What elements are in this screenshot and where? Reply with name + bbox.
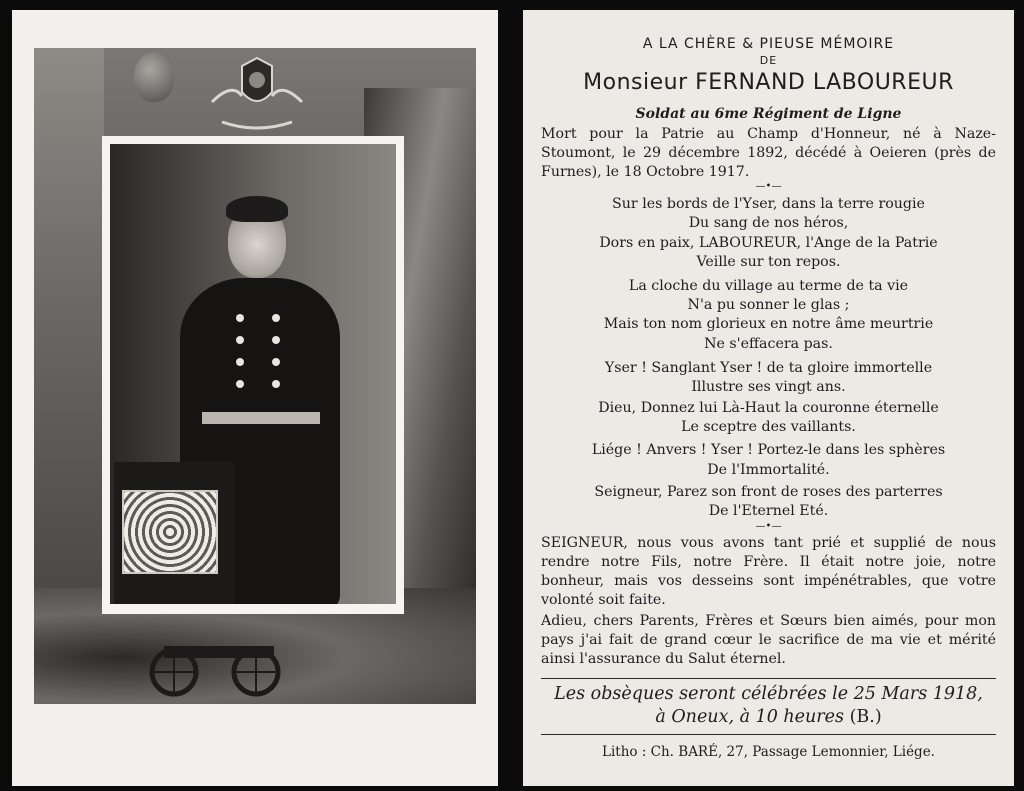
- farewell-paragraph: Adieu, chers Parents, Frères et Sœurs bien aimés, pour mon pays j'ai fait de grand cœur le sacrifice de ma vie et mérité ainsi l'assurance du Salut éternel.: [541, 613, 996, 667]
- poem-line: Dieu, Donnez lui Là-Haut la couronne éternelle: [598, 400, 939, 416]
- biography: Mort pour la Patrie au Champ d'Honneur, né à Naze-Stoumont, le 29 décembre 1892, décédé à Oeieren (près de Furnes), le 18 Octobre 1917.: [541, 126, 996, 180]
- name-last: LABOUREUR: [812, 70, 954, 95]
- funeral-mark: (B.): [849, 707, 882, 727]
- uniform-button: [272, 358, 280, 366]
- poem-line: Sur les bords de l'Yser, dans la terre rougie: [612, 196, 925, 212]
- uniform-button: [272, 314, 280, 322]
- divider-rule: [541, 734, 996, 735]
- uniform-button: [236, 336, 244, 344]
- poem-line: Veille sur ton repos.: [696, 254, 841, 270]
- uniform-button: [236, 314, 244, 322]
- header-line-2: DE: [759, 54, 778, 67]
- separator-ornament: —•—: [755, 181, 782, 192]
- poem-line: N'a pu sonner le glas ;: [687, 297, 850, 313]
- name-prefix: Monsieur: [583, 70, 688, 95]
- portrait-mat: [102, 136, 404, 614]
- soldier-portrait: [110, 144, 396, 604]
- poem-line: Seigneur, Parez son front de roses des parterres: [594, 484, 943, 500]
- poem-line: De l'Immortalité.: [707, 462, 830, 478]
- poem-line: La cloche du village au terme de ta vie: [628, 278, 909, 294]
- cannon-illustration: [144, 626, 284, 698]
- uniform-button: [272, 380, 280, 388]
- poem-line: Mais ton nom glorieux en notre âme meurtrie: [603, 316, 934, 332]
- military-rank: Soldat au 6me Régiment de Ligne: [635, 106, 902, 122]
- printer-credit: Litho : Ch. BARÉ, 27, Passage Lemonnier, Liége.: [602, 744, 935, 760]
- deceased-name: [523, 70, 1014, 95]
- poem-line: Du sang de nos héros,: [688, 215, 849, 231]
- poem-line: Le sceptre des vaillants.: [681, 419, 856, 435]
- studio-photograph: [34, 48, 476, 704]
- uniform-belt: [202, 412, 320, 424]
- uniform-button: [236, 380, 244, 388]
- memorial-text-card: [523, 10, 1014, 786]
- poem-line: Ne s'effacera pas.: [704, 336, 833, 352]
- separator-ornament: —•—: [755, 521, 782, 532]
- uniform-button: [272, 336, 280, 344]
- poem-line: Illustre ses vingt ans.: [691, 379, 846, 395]
- funeral-line-1: Les obsèques seront célébrées le 25 Mars 1918,: [554, 684, 983, 704]
- uniform-button: [236, 358, 244, 366]
- belgian-coat-of-arms: [202, 52, 312, 136]
- prayer-paragraph: SEIGNEUR, nous vous avons tant prié et supplié de nous rendre notre Fils, notre Frère. Il était notre joie, notre bonheur, mais vos desseins sont impénétrables, que votre volonté soit faite.: [541, 535, 996, 608]
- hot-air-balloon-illustration: [134, 52, 174, 102]
- header-line-1: A LA CHÈRE & PIEUSE MÉMOIRE: [642, 36, 895, 52]
- name-first: FERNAND: [695, 70, 806, 95]
- funeral-location-time: à Oneux, à 10 heures: [655, 707, 844, 727]
- poem-line: De l'Eternel Eté.: [708, 503, 829, 519]
- poem-line: Dors en paix, LABOUREUR, l'Ange de la Patrie: [599, 235, 938, 251]
- funeral-line-2: [523, 707, 1014, 727]
- photo-card: [12, 10, 498, 786]
- poem-line: Liége ! Anvers ! Yser ! Portez-le dans les sphères: [591, 442, 946, 458]
- poem-line: Yser ! Sanglant Yser ! de ta gloire immortelle: [604, 360, 933, 376]
- tapestry-cushion: [122, 490, 218, 574]
- divider-rule: [541, 678, 996, 679]
- soldier-hair: [226, 196, 288, 222]
